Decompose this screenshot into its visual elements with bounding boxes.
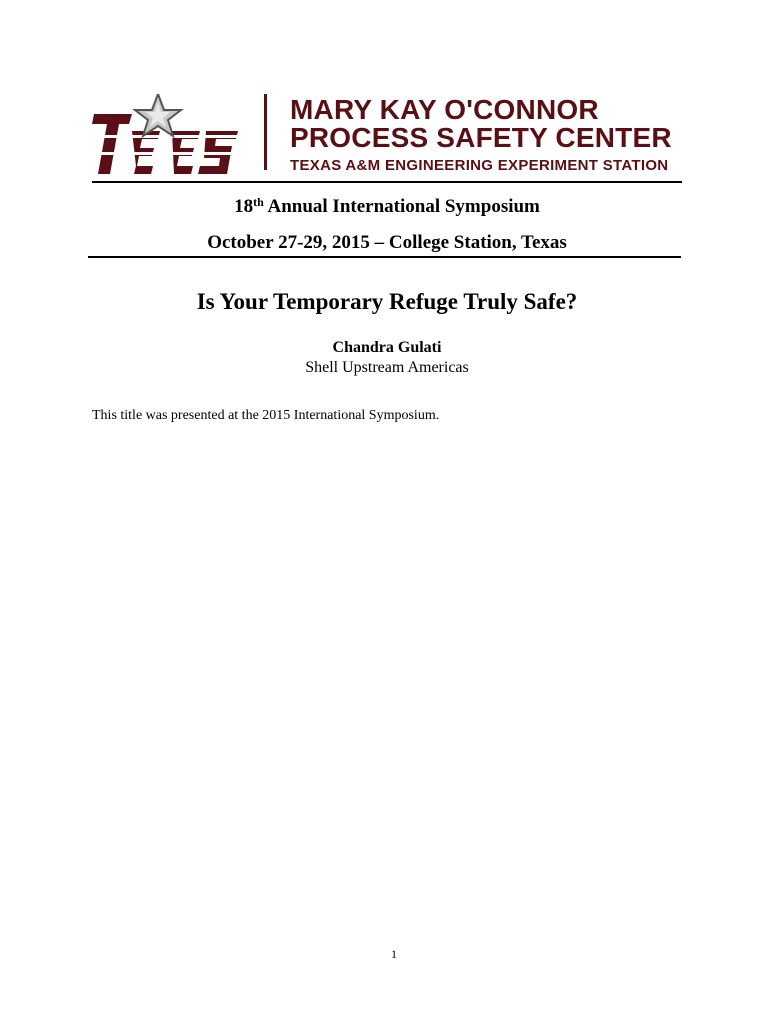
author-name: Chandra Gulati: [332, 339, 442, 356]
author-affiliation: Shell Upstream Americas: [305, 359, 469, 376]
tees-logo: [92, 94, 240, 174]
center-name-line1: MARY KAY O'CONNOR: [290, 94, 599, 125]
header-divider: [264, 94, 267, 170]
symposium-rule: [88, 256, 681, 258]
page-number: 1: [391, 947, 397, 961]
presentation-note: This title was presented at the 2015 International Symposium.: [92, 408, 440, 423]
center-name-line3: TEXAS A&M ENGINEERING EXPERIMENT STATION: [290, 157, 669, 174]
center-name: [290, 96, 682, 174]
center-name-line2: PROCESS SAFETY CENTER: [290, 122, 672, 153]
header-banner: [92, 92, 682, 174]
symposium-heading: [92, 196, 682, 218]
symposium-ordinal: th: [253, 195, 264, 209]
paper-title: Is Your Temporary Refuge Truly Safe?: [196, 289, 578, 314]
symposium-number: 18: [234, 196, 254, 217]
symposium-dates: October 27-29, 2015 – College Station, Texas: [207, 232, 567, 253]
symposium-name: Annual International Symposium: [263, 196, 540, 217]
header-rule: [92, 181, 682, 183]
